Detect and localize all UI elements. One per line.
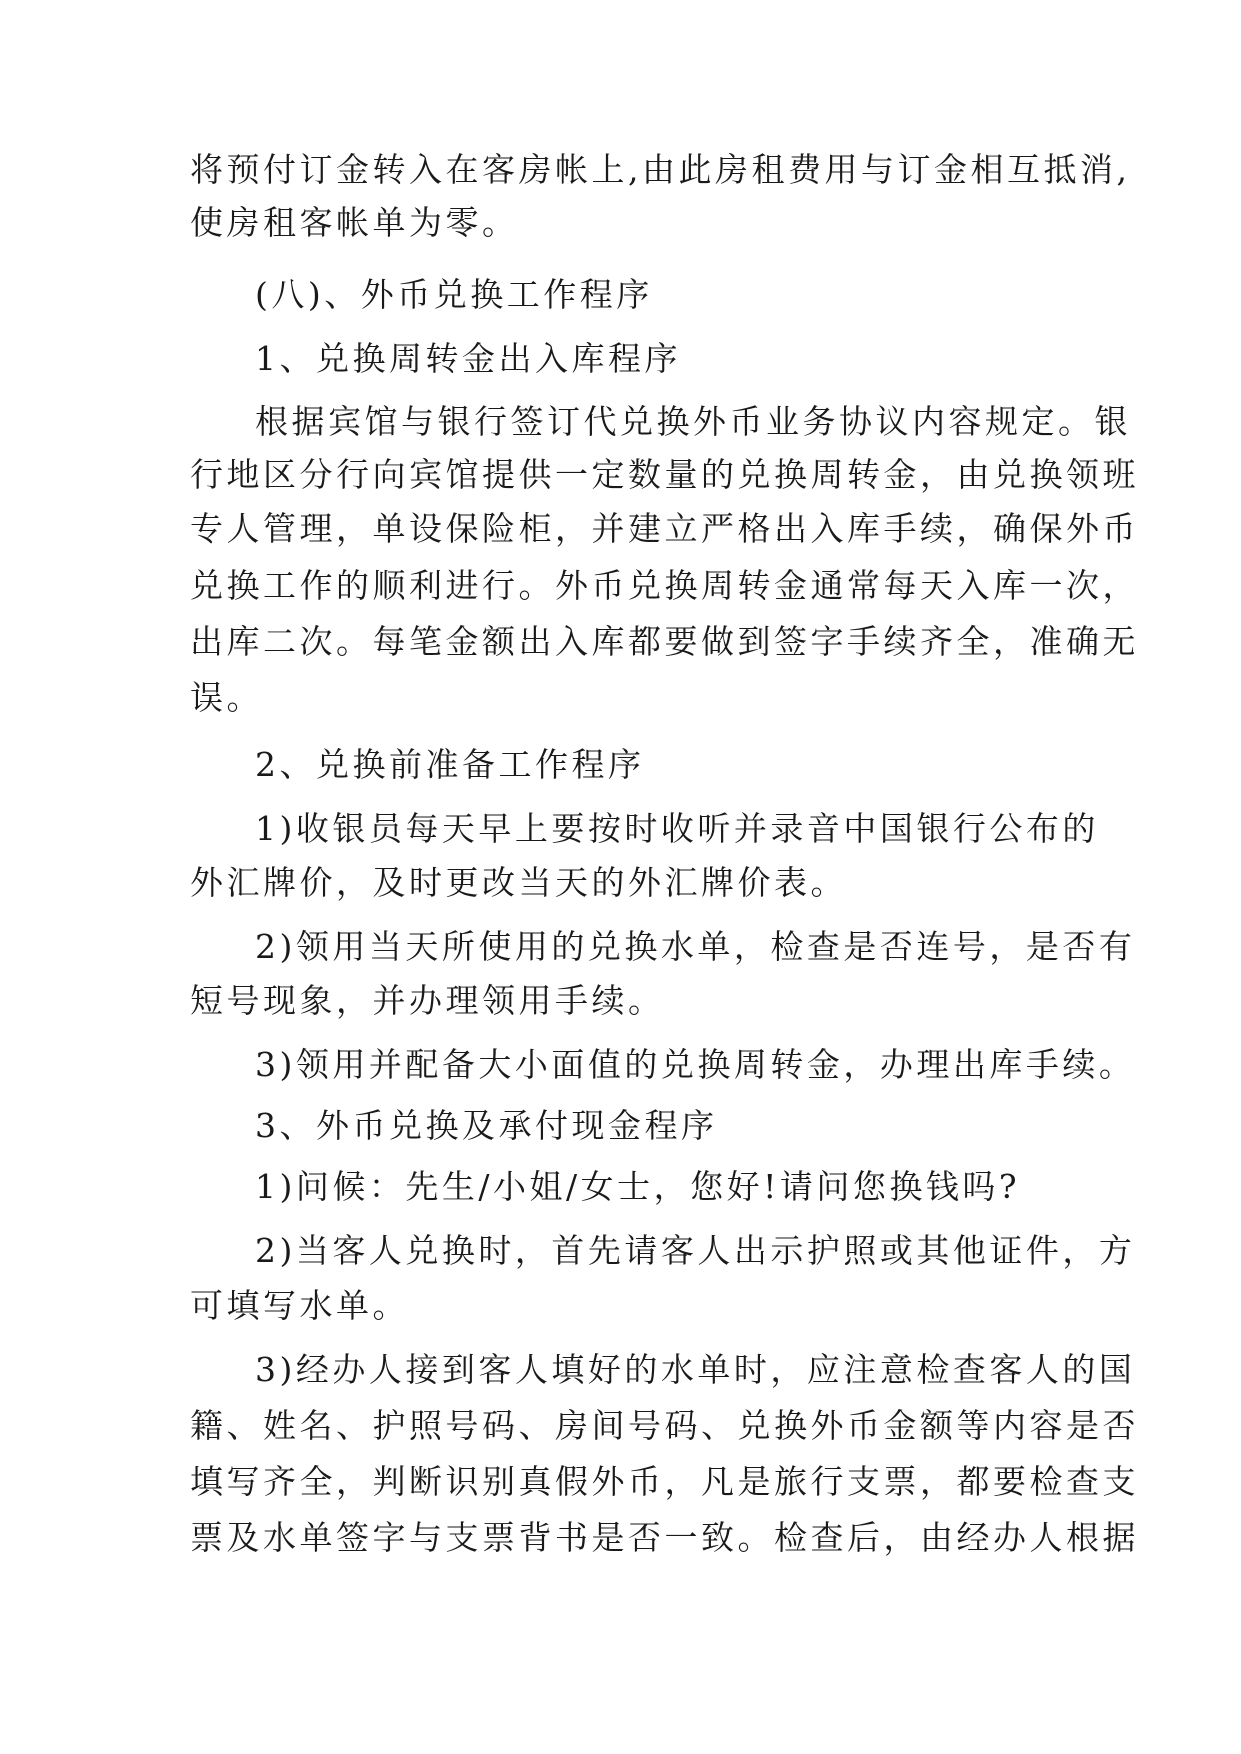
text-line-19: 2)当客人兑换时，首先请客人出示护照或其他证件，方 <box>255 1231 1136 1270</box>
text-line-15: 短号现象，并办理领用手续。 <box>190 981 665 1020</box>
text-line-20: 可填写水单。 <box>190 1286 409 1325</box>
text-line-18: 1)问候：先生/小姐/女士，您好!请问您换钱吗? <box>255 1167 1021 1206</box>
text-line-8: 兑换工作的顺利进行。外币兑换周转金通常每天入库一次， <box>190 566 1139 605</box>
subsection-heading-1: 1、兑换周转金出入库程序 <box>255 339 681 378</box>
text-line-7: 专人管理，单设保险柜，并建立严格出入库手续，确保外币 <box>190 509 1139 548</box>
text-line-2: 使房租客帐单为零。 <box>190 203 519 242</box>
text-line-5: 根据宾馆与银行签订代兑换外币业务协议内容规定。银 <box>255 402 1131 441</box>
text-line-21: 3)经办人接到客人填好的水单时，应注意检查客人的国 <box>255 1350 1136 1389</box>
text-line-13: 外汇牌价，及时更改当天的外汇牌价表。 <box>190 863 847 902</box>
text-line-14: 2)领用当天所使用的兑换水单，检查是否连号，是否有 <box>255 927 1136 966</box>
text-line-24: 票及水单签字与支票背书是否一致。检查后，由经办人根据 <box>190 1518 1139 1557</box>
text-line-9: 出库二次。每笔金额出入库都要做到签字手续齐全，准确无 <box>190 622 1139 661</box>
text-line-12: 1)收银员每天早上要按时收听并录音中国银行公布的 <box>255 809 1099 848</box>
text-line-6: 行地区分行向宾馆提供一定数量的兑换周转金，由兑换领班 <box>190 455 1139 494</box>
section-heading: (八)、外币兑换工作程序 <box>255 275 653 314</box>
text-line-23: 填写齐全，判断识别真假外币，凡是旅行支票，都要检查支 <box>190 1462 1139 1501</box>
text-line-22: 籍、姓名、护照号码、房间号码、兑换外币金额等内容是否 <box>190 1406 1139 1445</box>
subsection-heading-3: 3、外币兑换及承付现金程序 <box>255 1106 718 1145</box>
text-line-16: 3)领用并配备大小面值的兑换周转金，办理出库手续。 <box>255 1045 1136 1084</box>
subsection-heading-2: 2、兑换前准备工作程序 <box>255 745 645 784</box>
text-line-1: 将预付订金转入在客房帐上,由此房租费用与订金相互抵消, <box>190 150 1131 189</box>
text-line-10: 误。 <box>190 678 263 717</box>
